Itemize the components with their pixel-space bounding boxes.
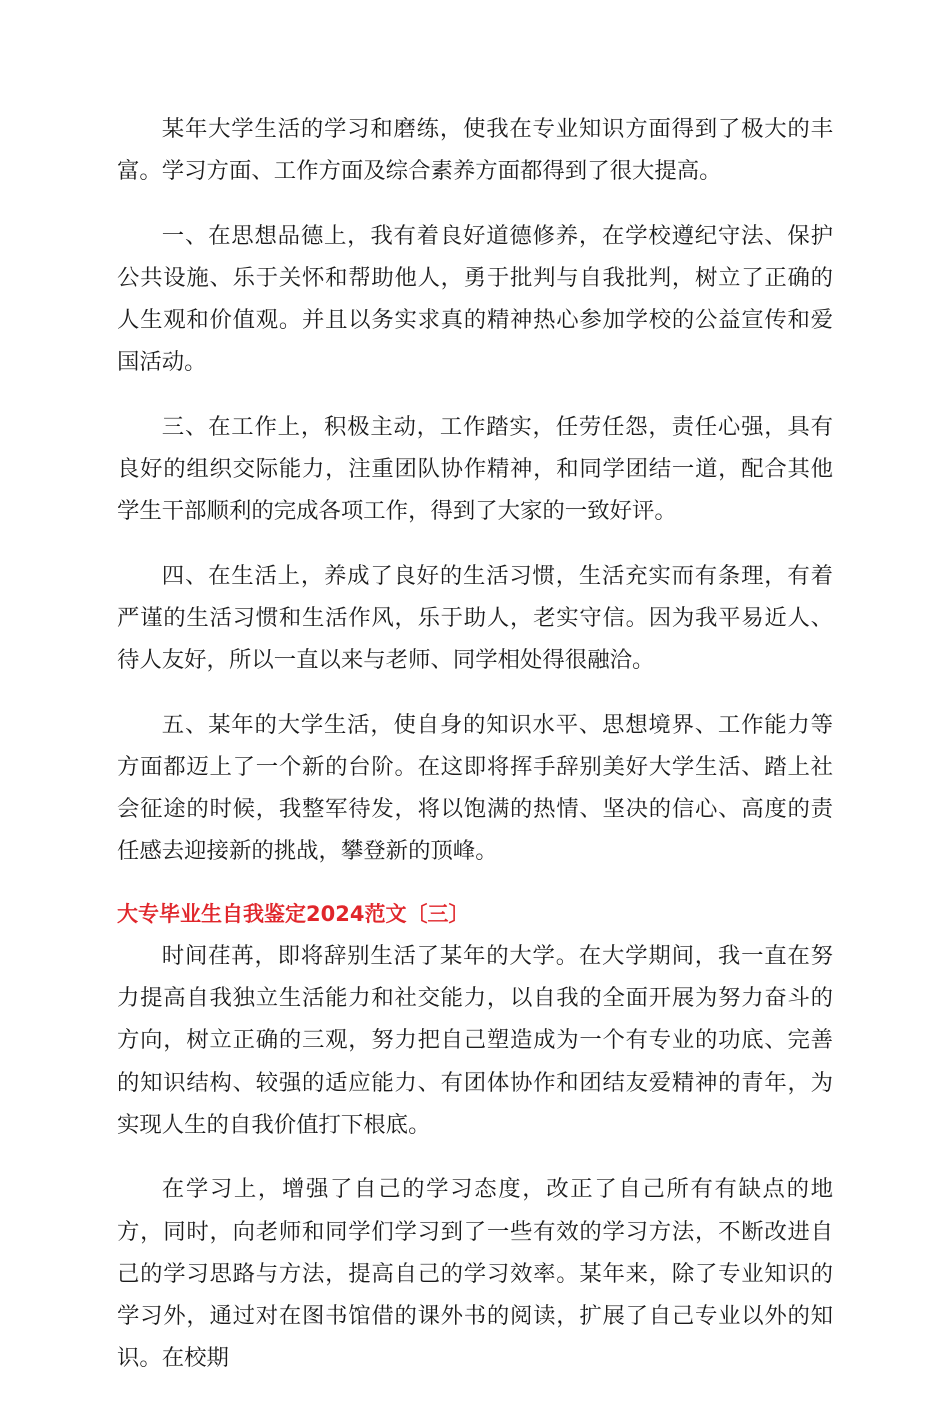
section-heading: 大专毕业生自我鉴定2024范文〔三〕 bbox=[117, 901, 470, 926]
paragraph-life: 四、在生活上，养成了良好的生活习惯，生活充实而有条理，有着严谨的生活习惯和生活作风，乐于助人，老实守信。因为我平易近人、待人友好，所以一直以来与老师、同学相处得很融洽。 bbox=[117, 562, 833, 674]
document-page bbox=[117, 108, 833, 1402]
paragraph-summary: 某年大学生活的学习和磨练，使我在专业知识方面得到了极大的丰富。学习方面、工作方面及综合素养方面都得到了很大提高。 bbox=[117, 116, 833, 185]
paragraph-study: 在学习上，增强了自己的学习态度，改正了自己所有有缺点的地方，同时，向老师和同学们学习到了一些有效的学习方法，不断改进自己的学习思路与方法，提高自己的学习效率。某年来，除了专业知识的学习外，通过对在图书馆借的课外书的阅读，扩展了自己专业以外的知识。在校期 bbox=[117, 1176, 833, 1372]
paragraph-moral-character: 一、在思想品德上，我有着良好道德修养，在学校遵纪守法、保护公共设施、乐于关怀和帮助他人，勇于批判与自我批判，树立了正确的人生观和价值观。并且以务实求真的精神热心参加学校的公益宣传和爱国活动。 bbox=[117, 222, 833, 376]
paragraph-conclusion: 五、某年的大学生活，使自身的知识水平、思想境界、工作能力等方面都迈上了一个新的台阶。在这即将挥手辞别美好大学生活、踏上社会征途的时候，我整军待发，将以饱满的热情、坚决的信心、高度的责任感去迎接新的挑战，攀登新的顶峰。 bbox=[117, 711, 833, 865]
paragraph-intro: 时间荏苒，即将辞别生活了某年的大学。在大学期间，我一直在努力提高自我独立生活能力和社交能力，以自我的全面开展为努力奋斗的方向，树立正确的三观，努力把自己塑造成为一个有专业的功底、完善的知识结构、较强的适应能力、有团体协作和团结友爱精神的青年，为实现人生的自我价值打下根底。 bbox=[117, 942, 833, 1138]
paragraph-work: 三、在工作上，积极主动，工作踏实，任劳任怨，责任心强，具有良好的组织交际能力，注重团队协作精神，和同学团结一道，配合其他学生干部顺利的完成各项工作，得到了大家的一致好评。 bbox=[117, 413, 833, 525]
